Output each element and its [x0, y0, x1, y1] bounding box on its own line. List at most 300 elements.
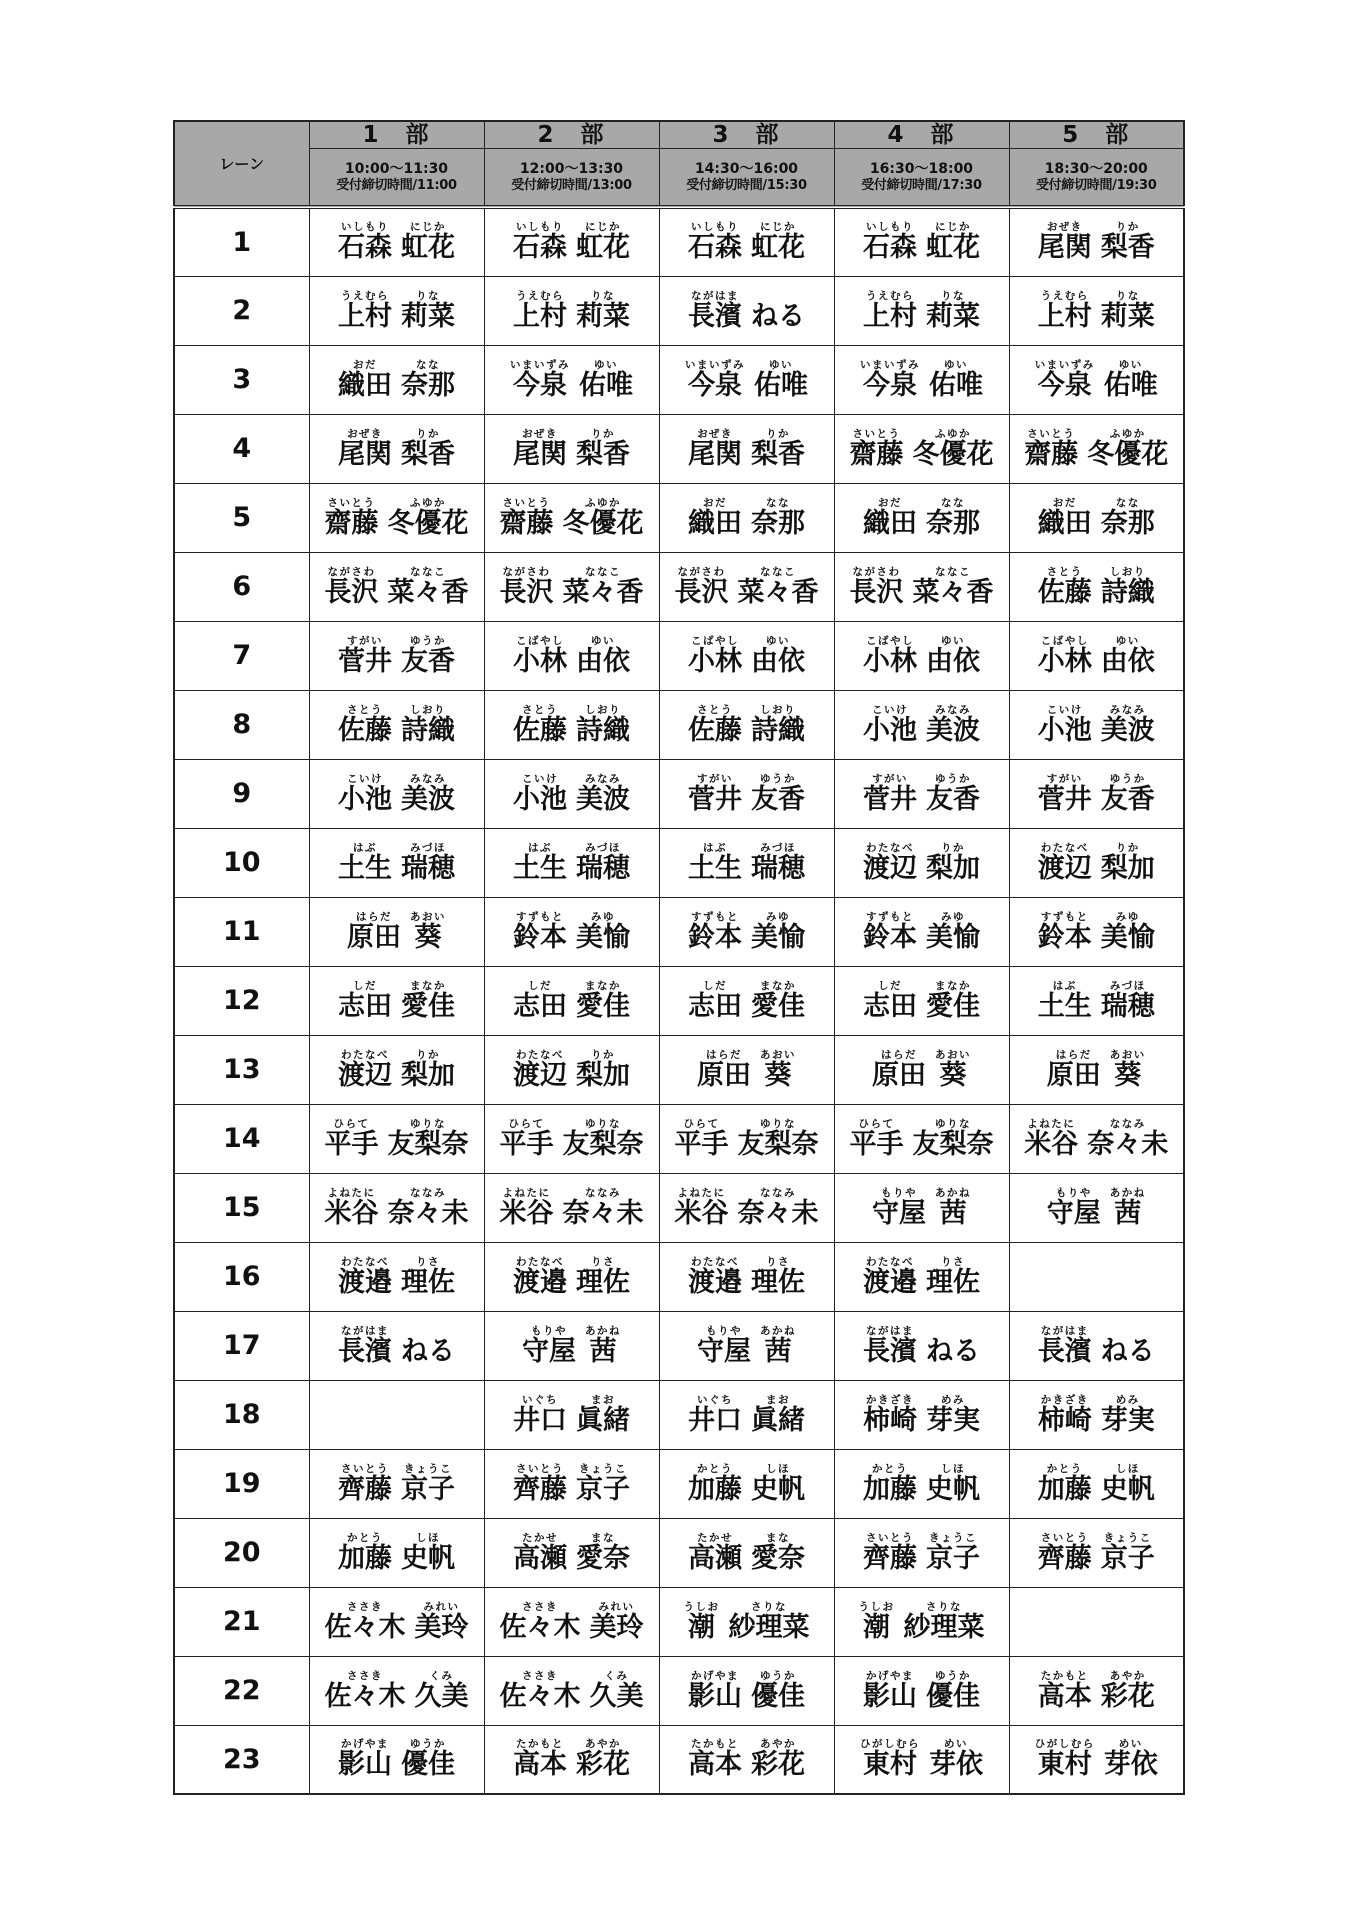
family-name-text: 鈴本	[1037, 921, 1092, 953]
given-name	[1104, 359, 1158, 401]
member-cell	[659, 414, 834, 483]
family-name	[338, 1463, 392, 1505]
given-name-text: 梨加	[401, 1059, 455, 1091]
given-name	[751, 221, 805, 263]
family-name	[347, 911, 401, 953]
member-cell	[1009, 1449, 1184, 1518]
family-name	[338, 1532, 392, 1574]
member-cell	[834, 1173, 1009, 1242]
given-name-furigana: りな	[416, 289, 440, 302]
family-name	[860, 1738, 920, 1780]
given-name	[751, 635, 805, 677]
given-name-text: ねる	[1100, 1335, 1155, 1367]
member-name	[1010, 911, 1184, 953]
family-name-text: 今泉	[513, 369, 567, 401]
given-name-text: 奈々未	[1087, 1128, 1169, 1160]
given-name-text: 紗理菜	[903, 1611, 985, 1643]
given-name	[563, 566, 644, 608]
family-name-text: 原田	[1046, 1059, 1101, 1091]
family-name-furigana: いまいずみ	[510, 358, 570, 371]
given-name-text: 菜々香	[387, 576, 469, 608]
given-name	[935, 1187, 971, 1229]
family-name-furigana: しだ	[353, 979, 377, 992]
given-name	[590, 1670, 644, 1712]
member-name	[1010, 1394, 1184, 1436]
member-name	[835, 1187, 1009, 1229]
family-name	[863, 221, 917, 263]
given-name-furigana: りか	[1115, 221, 1140, 234]
member-name	[310, 911, 484, 953]
table-row	[174, 1518, 1184, 1587]
given-name-text: 友梨奈	[387, 1128, 469, 1160]
given-name-text: 奈那	[751, 507, 805, 539]
family-name	[500, 1118, 554, 1160]
given-name-text: 愛奈	[751, 1542, 805, 1574]
given-name	[1101, 497, 1155, 539]
given-name	[576, 1256, 630, 1298]
family-name-furigana: もりや	[706, 1324, 742, 1337]
family-name	[1024, 428, 1078, 470]
member-cell	[484, 828, 659, 897]
given-name-text: 奈那	[401, 369, 455, 401]
family-name-furigana: かげやま	[341, 1738, 389, 1751]
member-name	[485, 842, 659, 884]
family-name	[688, 221, 742, 263]
member-cell	[834, 276, 1009, 345]
member-cell	[484, 759, 659, 828]
given-name-text: 京子	[926, 1542, 980, 1574]
given-name-furigana: さりな	[926, 1600, 962, 1613]
family-name-furigana: ながはま	[341, 1324, 389, 1337]
given-name-text: 梨加	[576, 1059, 630, 1091]
family-name-furigana: さいとう	[502, 496, 551, 509]
family-name-furigana: ひらて	[683, 1117, 720, 1130]
given-name-furigana: ふゆか	[585, 496, 621, 509]
member-name	[835, 359, 1009, 401]
member-name	[310, 221, 484, 263]
member-cell	[1009, 828, 1184, 897]
family-name	[850, 1118, 904, 1160]
family-name-furigana: さいとう	[866, 1531, 914, 1544]
member-name	[1010, 1187, 1184, 1229]
given-name	[738, 566, 819, 608]
family-name-furigana: しだ	[528, 979, 552, 992]
given-name-furigana: ななこ	[760, 565, 796, 578]
family-name-furigana: よねたに	[327, 1186, 376, 1199]
given-name-text: 京子	[1100, 1542, 1155, 1574]
given-name-furigana: りか	[591, 1048, 615, 1061]
member-name	[310, 1463, 484, 1505]
given-name-text: 奈々未	[737, 1197, 819, 1229]
given-name	[1087, 428, 1168, 470]
family-name	[685, 359, 745, 401]
family-name-text: 齊藤	[513, 1473, 567, 1505]
family-name-text: 加藤	[688, 1473, 742, 1505]
given-name-text: 冬優花	[1087, 438, 1169, 470]
family-name-text: 石森	[688, 232, 742, 264]
family-name-text: 加藤	[863, 1473, 917, 1505]
lane-number: 20	[174, 1518, 309, 1587]
given-name-furigana: まなか	[935, 979, 971, 992]
lane-number: 16	[174, 1242, 309, 1311]
given-name	[563, 1118, 644, 1160]
member-cell	[659, 552, 834, 621]
session-time: 10:00～11:30	[344, 160, 449, 177]
given-name-furigana: みゆ	[941, 910, 965, 923]
member-name	[1010, 566, 1184, 608]
member-cell	[1009, 1518, 1184, 1587]
member-name	[485, 359, 659, 401]
family-name-text: 佐藤	[688, 714, 742, 746]
family-name	[1038, 290, 1092, 332]
family-name-furigana: いぐち	[697, 1393, 733, 1406]
table-row	[174, 759, 1184, 828]
given-name-furigana: みゆ	[1115, 910, 1140, 923]
family-name	[338, 221, 392, 263]
member-name	[485, 1394, 659, 1436]
member-cell	[1009, 897, 1184, 966]
member-cell	[1009, 1725, 1184, 1794]
given-name	[926, 773, 980, 815]
family-name-furigana: ながはま	[866, 1324, 914, 1337]
member-cell	[1009, 1173, 1184, 1242]
family-name-furigana: わたなべ	[866, 1255, 914, 1268]
given-name-furigana: ゆい	[1115, 634, 1140, 647]
given-name	[576, 1049, 630, 1091]
family-name-text: 柿崎	[863, 1404, 917, 1436]
member-cell	[484, 1035, 659, 1104]
family-name	[513, 1394, 567, 1436]
member-name	[1010, 773, 1184, 815]
member-name	[485, 1256, 659, 1298]
member-name	[1010, 1049, 1184, 1091]
given-name-furigana: ななこ	[935, 565, 971, 578]
family-name	[1038, 1532, 1092, 1574]
member-name	[485, 704, 659, 746]
family-name-text: 長沢	[849, 576, 904, 608]
family-name-text: 菅井	[1037, 783, 1092, 815]
family-name-furigana: たかもと	[1040, 1669, 1089, 1682]
given-name-text: 美波	[926, 714, 980, 746]
given-name	[563, 497, 644, 539]
empty-cell	[309, 1380, 484, 1449]
family-name-furigana: すがい	[697, 772, 733, 785]
given-name-text: 冬優花	[387, 507, 469, 539]
reception-deadline: 受付締切時間/15:30	[686, 177, 807, 193]
member-cell	[1009, 690, 1184, 759]
member-cell	[659, 1587, 834, 1656]
member-name	[835, 1532, 1009, 1574]
family-name	[500, 1187, 554, 1229]
family-name-text: 小池	[1037, 714, 1092, 746]
given-name	[401, 290, 455, 332]
family-name-text: 織田	[338, 369, 392, 401]
given-name-text: 彩花	[576, 1749, 630, 1781]
member-name	[485, 1187, 659, 1229]
given-name-furigana: なな	[941, 496, 965, 509]
given-name-text: 史帆	[1100, 1473, 1155, 1505]
family-name-text: 佐藤	[338, 714, 392, 746]
family-name-text: 尾関	[688, 438, 742, 470]
family-name-text: 尾関	[1037, 232, 1092, 264]
member-name	[660, 1394, 834, 1436]
given-name-furigana: りな	[941, 289, 965, 302]
given-name	[913, 428, 994, 470]
member-cell	[659, 1380, 834, 1449]
member-cell	[309, 690, 484, 759]
given-name-furigana: ゆい	[941, 634, 965, 647]
member-cell	[309, 345, 484, 414]
family-name-text: 土生	[513, 852, 567, 884]
family-name-text: 加藤	[338, 1542, 392, 1574]
given-name-text: 葵	[1114, 1059, 1142, 1091]
family-name-furigana: いしもり	[516, 221, 564, 234]
given-name-text: 虹花	[576, 232, 630, 264]
member-cell	[309, 966, 484, 1035]
member-cell	[659, 1311, 834, 1380]
family-name-text: 織田	[1037, 507, 1092, 539]
given-name-text: 優佳	[926, 1680, 980, 1712]
member-cell	[659, 207, 834, 276]
family-name-text: 長沢	[324, 576, 379, 608]
family-name-text: 長沢	[674, 576, 729, 608]
lane-number: 10	[174, 828, 309, 897]
family-name-furigana: はぶ	[1052, 979, 1077, 992]
member-cell	[309, 1035, 484, 1104]
family-name-text: 織田	[688, 507, 742, 539]
given-name-furigana: りか	[416, 427, 440, 440]
given-name-furigana: みづほ	[760, 841, 796, 854]
family-name	[1038, 842, 1092, 884]
member-name	[660, 428, 834, 470]
family-name-furigana: さとう	[697, 703, 733, 716]
given-name	[1110, 1187, 1146, 1229]
table-row	[174, 276, 1184, 345]
member-cell	[1009, 759, 1184, 828]
table-row	[174, 1587, 1184, 1656]
family-name	[1038, 1670, 1092, 1712]
member-name	[660, 1187, 834, 1229]
lane-number: 1	[174, 207, 309, 276]
given-name-text: 彩花	[1100, 1680, 1155, 1712]
given-name-furigana: ゆりな	[585, 1117, 621, 1130]
given-name	[1101, 1394, 1155, 1436]
family-name-furigana: わたなべ	[516, 1255, 564, 1268]
member-cell	[1009, 1035, 1184, 1104]
family-name-furigana: おだ	[353, 358, 377, 371]
family-name-furigana: しだ	[878, 979, 902, 992]
given-name-furigana: ふゆか	[935, 427, 971, 440]
given-name-furigana: ななみ	[760, 1186, 796, 1199]
given-name-furigana: りか	[766, 427, 790, 440]
family-name-furigana: おぜき	[1046, 221, 1083, 234]
family-name-text: 佐藤	[1037, 576, 1092, 608]
given-name-text: 美波	[401, 783, 455, 815]
given-name-furigana: しおり	[585, 703, 621, 716]
family-name-text: 土生	[688, 852, 742, 884]
family-name-furigana: かげやま	[866, 1669, 914, 1682]
family-name-text: 上村	[513, 300, 567, 332]
given-name-furigana: りさ	[591, 1255, 615, 1268]
given-name-text: 詩織	[1100, 576, 1155, 608]
member-name	[485, 221, 659, 263]
family-name	[863, 1325, 917, 1367]
family-name-text: 齋藤	[1024, 438, 1079, 470]
family-name-text: 原田	[697, 1059, 751, 1091]
family-name-furigana: ひらて	[333, 1117, 370, 1130]
given-name-text: 葵	[764, 1059, 792, 1091]
given-name	[576, 911, 630, 953]
family-name-text: 鈴本	[688, 921, 742, 953]
family-name-furigana: もりや	[881, 1186, 917, 1199]
given-name-text: 瑞穂	[1100, 990, 1155, 1022]
family-name-furigana: はらだ	[881, 1048, 917, 1061]
family-name	[510, 359, 570, 401]
member-cell	[484, 414, 659, 483]
family-name-text: 守屋	[872, 1197, 926, 1229]
family-name	[513, 1532, 567, 1574]
given-name-furigana: なな	[766, 496, 790, 509]
member-name	[660, 1256, 834, 1298]
member-cell	[659, 483, 834, 552]
family-name-text: 菅井	[338, 645, 392, 677]
family-name-furigana: うえむら	[1040, 289, 1089, 302]
given-name-furigana: ゆりな	[760, 1117, 796, 1130]
given-name-text: 奈那	[1100, 507, 1155, 539]
family-name-furigana: さいとう	[852, 427, 901, 440]
member-name	[660, 1738, 834, 1780]
family-name	[863, 1670, 917, 1712]
member-cell	[659, 1725, 834, 1794]
lane-schedule-sheet	[173, 120, 1185, 1795]
given-name-text: 莉菜	[576, 300, 630, 332]
member-cell	[309, 1518, 484, 1587]
family-name-text: 守屋	[522, 1335, 576, 1367]
family-name-text: 渡邉	[688, 1266, 742, 1298]
family-name-furigana: さいとう	[327, 496, 376, 509]
given-name-text: 史帆	[751, 1473, 805, 1505]
table-row	[174, 1449, 1184, 1518]
given-name-furigana: くみ	[429, 1669, 454, 1682]
family-name-text: 長濱	[338, 1335, 392, 1367]
given-name	[576, 1532, 630, 1574]
given-name-furigana: まお	[766, 1393, 790, 1406]
member-cell	[659, 345, 834, 414]
family-name-text: 影山	[688, 1680, 742, 1712]
given-name	[401, 428, 455, 470]
given-name-furigana: りか	[941, 841, 965, 854]
family-name-furigana: おだ	[1052, 496, 1077, 509]
table-row	[174, 483, 1184, 552]
family-name-furigana: ながさわ	[677, 565, 726, 578]
family-name-furigana: かとう	[872, 1462, 908, 1475]
member-cell	[484, 897, 659, 966]
family-name-text: 守屋	[697, 1335, 751, 1367]
given-name-furigana: りか	[416, 1048, 440, 1061]
family-name	[1047, 1187, 1101, 1229]
member-cell	[484, 552, 659, 621]
family-name	[688, 290, 742, 332]
table-row	[174, 345, 1184, 414]
family-name-text: 鈴本	[513, 921, 567, 953]
given-name-text: 奈々未	[387, 1197, 469, 1229]
member-cell	[659, 1035, 834, 1104]
session-time: 14:30～16:00	[694, 160, 799, 177]
given-name-furigana: きょうこ	[404, 1462, 452, 1475]
given-name-furigana: ゆうか	[935, 772, 971, 785]
family-name	[850, 428, 904, 470]
given-name-text: 佑唯	[929, 369, 983, 401]
given-name	[1101, 1670, 1155, 1712]
family-name-text: 土生	[1037, 990, 1092, 1022]
lane-number: 23	[174, 1725, 309, 1794]
member-cell	[834, 1035, 1009, 1104]
family-name	[338, 1738, 392, 1780]
member-name	[485, 1325, 659, 1367]
given-name-text: ねる	[401, 1335, 455, 1367]
family-name	[338, 842, 392, 884]
member-cell	[484, 1311, 659, 1380]
part-time-row	[174, 149, 1184, 208]
given-name-furigana: りか	[591, 427, 615, 440]
given-name	[401, 1325, 455, 1367]
family-name	[338, 359, 392, 401]
member-name	[1010, 359, 1184, 401]
given-name-text: 愛佳	[751, 990, 805, 1022]
member-name	[835, 635, 1009, 677]
member-cell	[484, 207, 659, 276]
given-name	[576, 773, 630, 815]
member-name	[835, 221, 1009, 263]
given-name-furigana: ゆりな	[935, 1117, 971, 1130]
family-name	[863, 842, 917, 884]
lane-number: 11	[174, 897, 309, 966]
member-cell	[484, 1725, 659, 1794]
member-cell	[659, 1104, 834, 1173]
given-name-text: 友梨奈	[562, 1128, 644, 1160]
given-name-text: 葵	[414, 921, 442, 953]
member-cell	[309, 1449, 484, 1518]
family-name-text: 長濱	[863, 1335, 917, 1367]
family-name	[688, 980, 742, 1022]
family-name	[513, 428, 567, 470]
family-name-text: 今泉	[863, 369, 917, 401]
family-name-text: 小池	[863, 714, 917, 746]
member-name	[1010, 221, 1184, 263]
given-name	[929, 359, 983, 401]
family-name-furigana: わたなべ	[691, 1255, 739, 1268]
family-name	[684, 1601, 720, 1643]
member-name	[835, 773, 1009, 815]
lane-number: 15	[174, 1173, 309, 1242]
family-name	[325, 1601, 406, 1643]
lane-header: レーン	[174, 121, 309, 207]
table-header	[174, 121, 1184, 207]
given-name	[751, 842, 805, 884]
member-cell	[309, 414, 484, 483]
given-name-furigana: ゆうか	[760, 772, 796, 785]
given-name-text: 芽依	[929, 1749, 983, 1781]
given-name-furigana: あかね	[585, 1324, 621, 1337]
family-name	[863, 290, 917, 332]
member-name	[310, 428, 484, 470]
member-name	[485, 773, 659, 815]
family-name	[1038, 497, 1092, 539]
member-cell	[834, 552, 1009, 621]
given-name-text: 美玲	[589, 1611, 644, 1643]
member-name	[310, 704, 484, 746]
family-name-furigana: いぐち	[522, 1393, 558, 1406]
